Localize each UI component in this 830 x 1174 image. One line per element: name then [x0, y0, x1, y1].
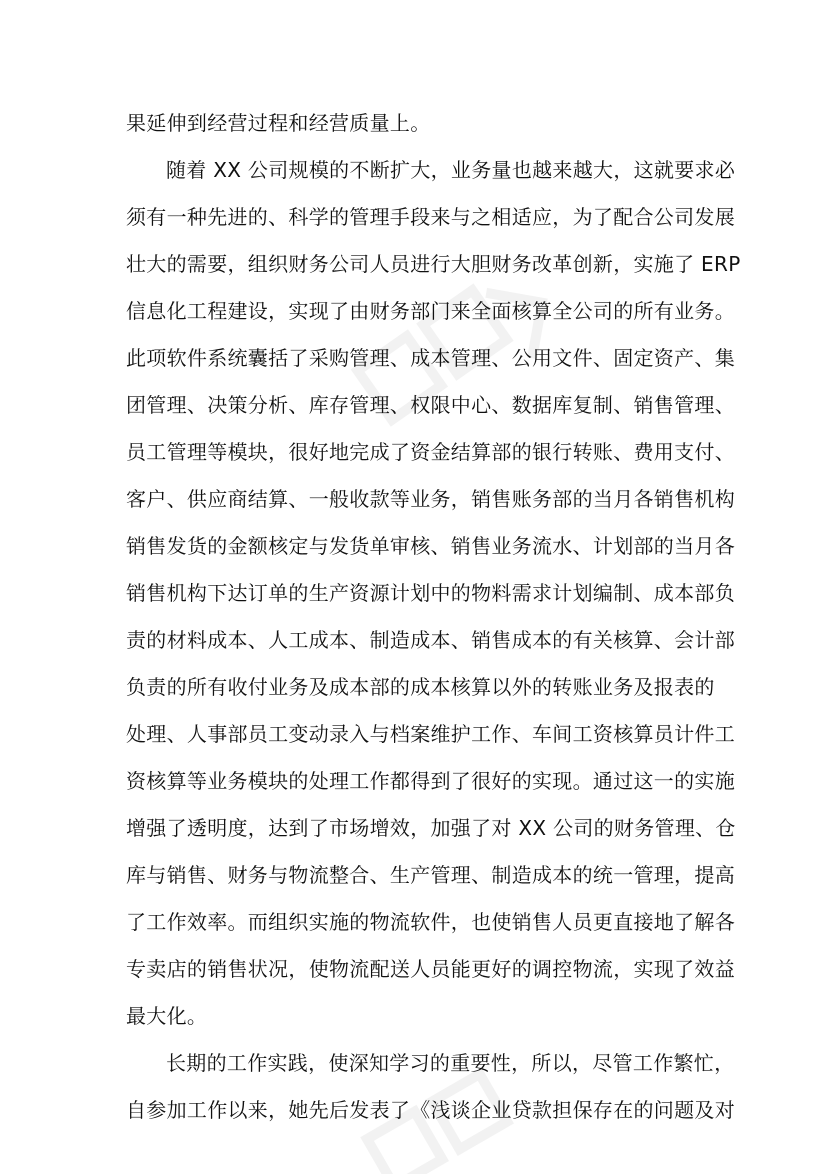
paragraph-line: 此项软件系统囊括了采购管理、成本管理、公用文件、固定资产、集: [126, 346, 735, 370]
paragraph-line: 须有一种先进的、科学的管理手段来与之相适应，为了配合公司发展: [126, 205, 735, 229]
paragraph-line: 最大化。: [126, 1004, 208, 1028]
paragraph-line: 资核算等业务模块的处理工作都得到了很好的实现。通过这一的实施: [126, 769, 735, 793]
paragraph-line: 处理、人事部员工变动录入与档案维护工作、车间工资核算员计件工: [126, 722, 735, 746]
paragraph-line: 了工作效率。而组织实施的物流软件，也使销售人员更直接地了解各: [126, 910, 735, 934]
paragraph-line: 销售发货的金额核定与发货单审核、销售业务流水、计划部的当月各: [126, 534, 735, 558]
paragraph-line: 随着 XX 公司规模的不断扩大，业务量也越来越大，这就要求必: [166, 158, 736, 182]
paragraph-line: 专卖店的销售状况，使物流配送人员能更好的调控物流，实现了效益: [126, 957, 735, 981]
paragraph-line: 壮大的需要，组织财务公司人员进行大胆财务改革创新，实施了 ERP: [126, 252, 741, 276]
paragraph-line: 销售机构下达订单的生产资源计划中的物料需求计划编制、成本部负: [126, 581, 735, 605]
paragraph-line: 库与销售、财务与物流整合、生产管理、制造成本的统一管理，提高: [126, 863, 735, 887]
paragraph-line: 员工管理等模块，很好地完成了资金结算部的银行转账、费用支付、: [126, 440, 735, 464]
paragraph-line: 长期的工作实践，使深知学习的重要性，所以，尽管工作繁忙，: [166, 1051, 735, 1075]
paragraph-line: 果延伸到经营过程和经营质量上。: [126, 111, 431, 135]
paragraph-line: 增强了透明度，达到了市场增效，加强了对 XX 公司的财务管理、仓: [126, 816, 736, 840]
paragraph-line: 客户、供应商结算、一般收款等业务，销售账务部的当月各销售机构: [126, 487, 735, 511]
paragraph-line: 自参加工作以来，她先后发表了《浅谈企业贷款担保存在的问题及对: [126, 1098, 735, 1122]
paragraph-line: 团管理、决策分析、库存管理、权限中心、数据库复制、销售管理、: [126, 393, 735, 417]
paragraph-line: 责的材料成本、人工成本、制造成本、销售成本的有关核算、会计部: [126, 628, 735, 652]
paragraph-line: 负责的所有收付业务及成本部的成本核算以外的转账业务及报表的: [126, 675, 715, 699]
paragraph-line: 信息化工程建设，实现了由财务部门来全面核算全公司的所有业务。: [126, 299, 735, 323]
